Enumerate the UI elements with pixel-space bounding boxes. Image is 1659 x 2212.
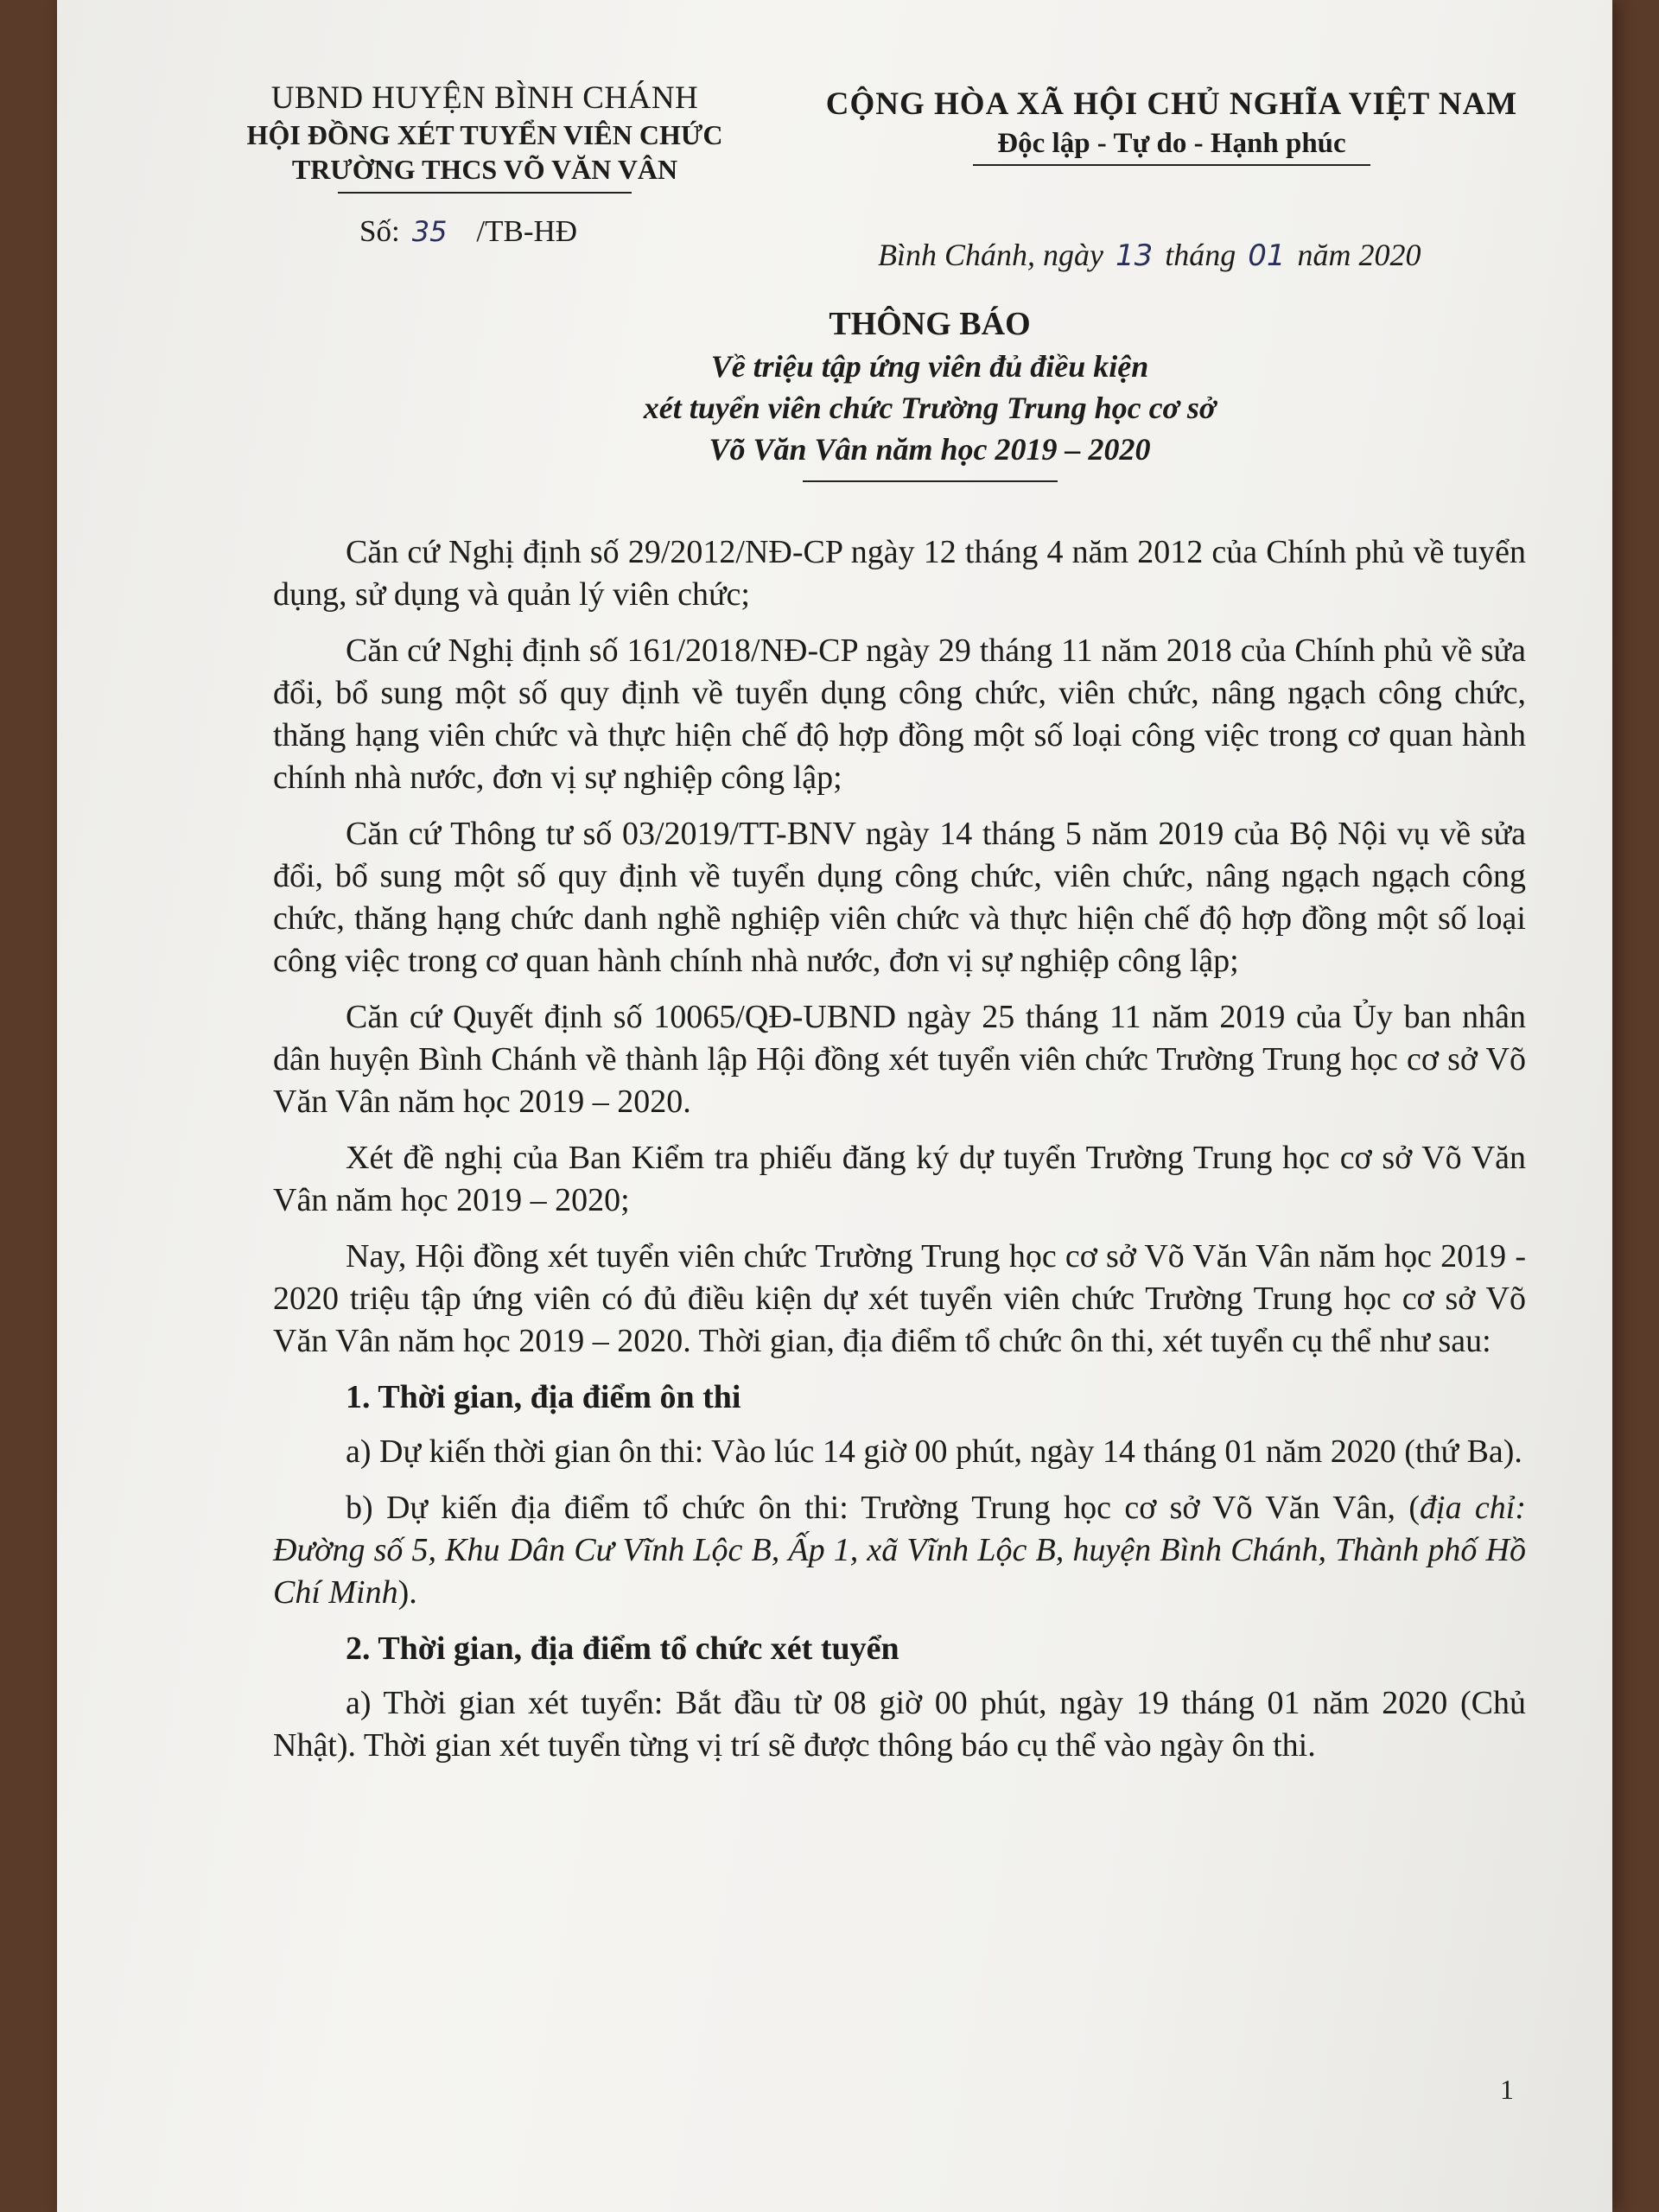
header-right-underline (973, 164, 1370, 166)
doc-number-suffix: /TB-HĐ (476, 214, 578, 248)
org-district: UBND HUYỆN BÌNH CHÁNH (270, 80, 699, 116)
org-school: TRƯỜNG THCS VÕ VĂN VÂN (291, 154, 678, 185)
section-2-heading: 2. Thời gian, địa điểm tổ chức xét tuyển (346, 1630, 899, 1667)
date-place-label: Bình Chánh, ngày (878, 238, 1103, 272)
date-year: năm 2020 (1297, 238, 1421, 272)
document-body (273, 531, 1526, 1781)
section-1-heading: 1. Thời gian, địa điểm ôn thi (346, 1379, 741, 1415)
date-day: 13 (1115, 238, 1154, 273)
title-main: THÔNG BÁO (829, 306, 1031, 342)
org-council: HỘI ĐỒNG XÉT TUYỂN VIÊN CHỨC (246, 119, 723, 150)
date-month: 01 (1248, 238, 1286, 273)
place-date (878, 237, 1421, 273)
section-1-item-b-address: địa chỉ: Đường số 5, Khu Dân Cư Vĩnh Lộc B, Ấp 1, xã Vĩnh Lộc B, huyện Bình Chánh, Thành phố Hồ Chí Minh (273, 1490, 1527, 1611)
legal-basis-2: Căn cứ Nghị định số 161/2018/NĐ-CP ngày 29 tháng 11 năm 2018 của Chính phủ về sửa đổi, bổ sung một số quy định về tuyển dụng công chức, viên chức, nâng ngạch công chức, thăng hạng viên chức và thực hiện chế độ hợp đồng một số loại công việc trong cơ quan hành chính nhà nước, đơn vị sự nghiệp công lập; (273, 632, 1526, 796)
document-title (437, 302, 1422, 482)
title-sub-3: Võ Văn Vân năm học 2019 – 2020 (709, 432, 1151, 467)
title-underline (803, 480, 1058, 482)
proposal-paragraph: Xét đề nghị của Ban Kiểm tra phiếu đăng ký dự tuyển Trường Trung học cơ sở Võ Văn Vân năm học 2019 – 2020; (273, 1140, 1526, 1218)
document-page (57, 0, 1612, 2212)
legal-basis-1: Căn cứ Nghị định số 29/2012/NĐ-CP ngày 12 tháng 4 năm 2012 của Chính phủ về tuyển dụng, sử dụng và quản lý viên chức; (273, 534, 1526, 613)
header-left-underline (338, 192, 632, 194)
national-motto: Độc lập - Tự do - Hạnh phúc (997, 128, 1346, 159)
section-1-item-a: a) Dự kiến thời gian ôn thi: Vào lúc 14 giờ 00 phút, ngày 14 tháng 01 năm 2020 (thứ Ba). (346, 1433, 1522, 1470)
national-header (791, 85, 1552, 166)
page-number: 1 (1500, 2074, 1514, 2105)
section-1-item-b-end: ). (397, 1574, 417, 1611)
document-number (359, 214, 577, 249)
legal-basis-4: Căn cứ Quyết định số 10065/QĐ-UBND ngày 25 tháng 11 năm 2019 của Ủy ban nhân dân huyện Bình Chánh về thành lập Hội đồng xét tuyển viên chức Trường Trung học cơ sở Võ Văn Vân năm học 2019 – 2020. (273, 999, 1526, 1120)
legal-basis-3: Căn cứ Thông tư số 03/2019/TT-BNV ngày 14 tháng 5 năm 2019 của Bộ Nội vụ về sửa đổi, bổ sung một số quy định về tuyển dụng công chức, viên chức, nâng ngạch ngạch công chức, thăng hạng chức danh nghề nghiệp viên chức và thực hiện chế độ hợp đồng một số loại công việc trong cơ quan hành chính nhà nước, đơn vị sự nghiệp công lập; (273, 816, 1526, 979)
doc-number-handwritten: 35 (411, 215, 448, 248)
nation-name: CỘNG HÒA XÃ HỘI CHỦ NGHĨA VIỆT NAM (825, 86, 1518, 122)
issuing-organization (230, 79, 740, 194)
doc-number-prefix: Số: (359, 214, 400, 248)
section-2-item-a: a) Thời gian xét tuyển: Bắt đầu từ 08 giờ 00 phút, ngày 19 tháng 01 năm 2020 (Chủ Nhật). Thời gian xét tuyển từng vị trí sẽ được thông báo cụ thể vào ngày ôn thi. (273, 1685, 1526, 1764)
section-1-item-b-text: b) Dự kiến địa điểm tổ chức ôn thi: Trường Trung học cơ sở Võ Văn Vân, ( (346, 1490, 1421, 1526)
title-sub-1: Về triệu tập ứng viên đủ điều kiện (710, 349, 1149, 384)
title-sub-2: xét tuyển viên chức Trường Trung học cơ sở (643, 391, 1217, 425)
date-month-label: tháng (1165, 238, 1236, 272)
section-1-item-b (273, 1487, 1526, 1614)
announcement-paragraph: Nay, Hội đồng xét tuyển viên chức Trường Trung học cơ sở Võ Văn Vân năm học 2019 - 2020 triệu tập ứng viên có đủ điều kiện dự xét tuyển viên chức Trường Trung học cơ sở Võ Văn Vân năm học 2019 – 2020. Thời gian, địa điểm tổ chức ôn thi, xét tuyển cụ thể như sau: (273, 1238, 1526, 1359)
